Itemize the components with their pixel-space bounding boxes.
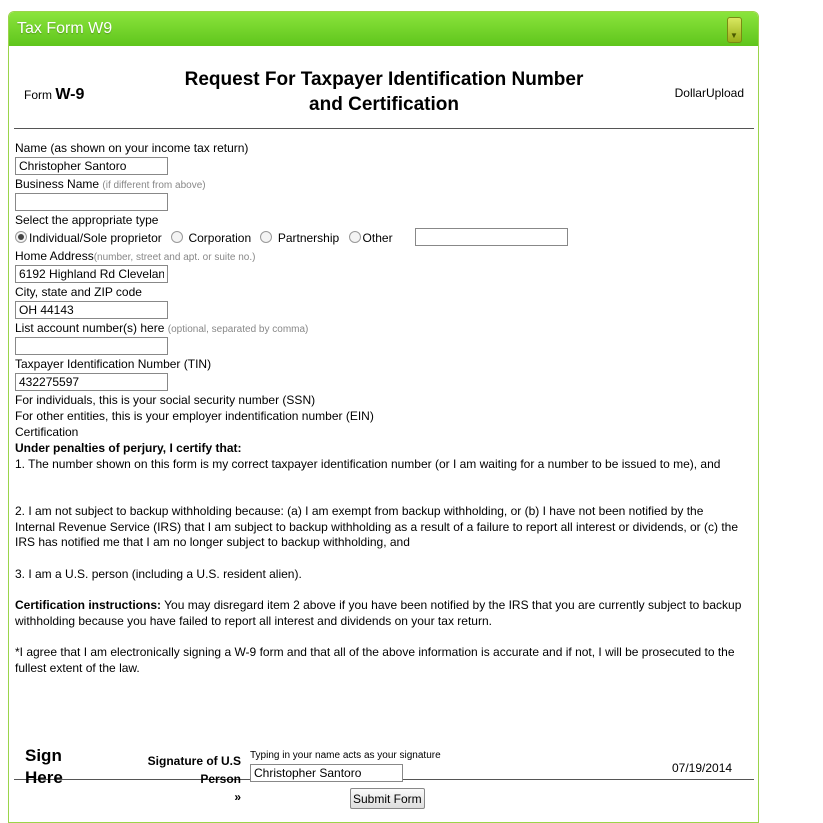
account-label: List account number(s) here (15, 321, 165, 335)
title-line-1: Request For Taxpayer Identification Number (184, 69, 584, 90)
title-line-2: and Certification (309, 94, 459, 115)
sign-here-line-1: Sign (25, 746, 62, 765)
radio-individual-label: Individual/Sole proprietor (29, 231, 162, 245)
address-input[interactable] (15, 265, 168, 283)
business-input[interactable] (15, 193, 168, 211)
radio-partnership-label: Partnership (277, 231, 340, 245)
business-hint: (if different from above) (102, 180, 206, 191)
radio-individual[interactable] (15, 231, 162, 245)
tin-note-ssn: For individuals, this is your social security number (SSN) (15, 393, 316, 407)
radio-other-icon (349, 231, 361, 243)
tin-label: Taxpayer Identification Number (TIN) (15, 357, 212, 371)
form-header (14, 46, 754, 129)
certification-item-1: 1. The number shown on this form is my correct taxpayer identification number (or I am waiting for a number to be issued to me), and (15, 457, 721, 471)
page-title (164, 67, 604, 117)
form-window (8, 11, 759, 823)
certification-instructions (15, 598, 745, 629)
window-title: Tax Form W9 (17, 20, 113, 37)
form-content (14, 46, 754, 806)
name-input[interactable] (15, 157, 168, 175)
signature-arrow: » (234, 790, 241, 804)
instructions-text: You may disregard item 2 above if you have been notified by the IRS that you are currently subject to backup withholding because you have failed to report all interest and dividends on your tax return. (15, 598, 742, 628)
radio-individual-icon (15, 231, 27, 243)
radio-corporation-icon (171, 231, 183, 243)
business-label: Business Name (15, 177, 100, 191)
instructions-label: Certification instructions: (15, 598, 162, 612)
type-label: Select the appropriate type (15, 213, 159, 227)
account-hint: (optional, separated by comma) (167, 324, 309, 335)
radio-other-label: Other (362, 231, 393, 245)
account-label-row (15, 319, 308, 339)
tin-note-ein: For other entities, this is your employer indentification number (EIN) (15, 409, 374, 423)
signature-label-text: Signature of U.S Person (147, 754, 241, 786)
business-label-row (15, 175, 206, 195)
address-label-row (15, 247, 255, 267)
account-input[interactable] (15, 337, 168, 355)
certification-item-2: 2. I am not subject to backup withholding because: (a) I am exempt from backup withholding, or (b) I have not been notified by the Internal Revenue Service (IRS) that I am subject to backup withholding as a result of a failure to report all interest or dividends, or (c) the IRS has notified me that I am no longer subject to backup withholding, and (15, 504, 739, 549)
form-prefix: Form (24, 88, 52, 102)
tin-input[interactable] (15, 373, 168, 391)
signature-input[interactable] (250, 764, 403, 782)
sign-here-line-2: Here (25, 768, 63, 787)
radio-other[interactable] (349, 231, 393, 245)
address-label: Home Address (15, 249, 94, 263)
submit-button[interactable]: Submit Form (350, 788, 425, 809)
certification-agreement: *I agree that I am electronically signing a W-9 form and that all of the above information is accurate and if not, I will be prosecuted to the fullest extent of the law. (15, 645, 735, 675)
name-label: Name (as shown on your income tax return) (15, 141, 249, 155)
sign-here-label (25, 745, 63, 789)
certification-heading: Certification (15, 425, 79, 439)
signature-date: 07/19/2014 (672, 761, 733, 775)
radio-corporation-label: Corporation (188, 231, 252, 245)
brand-name: DollarUpload (674, 86, 744, 100)
signature-hint: Typing in your name acts as your signature (250, 750, 441, 761)
chevron-down-icon: ▼ (730, 31, 738, 40)
signature-label (106, 752, 241, 806)
radio-partnership-icon (260, 231, 272, 243)
certification-item-3: 3. I am a U.S. person (including a U.S. resident alien). (15, 567, 302, 581)
radio-corporation[interactable] (171, 231, 251, 245)
city-input[interactable] (15, 301, 168, 319)
other-type-input[interactable] (415, 228, 568, 246)
window-titlebar (9, 12, 758, 46)
address-hint: (number, street and apt. or suite no.) (93, 252, 256, 263)
collapse-button[interactable] (727, 17, 742, 43)
form-name: W-9 (55, 86, 85, 103)
radio-partnership[interactable] (260, 231, 339, 245)
city-label: City, state and ZIP code (15, 285, 142, 299)
certification-subheading: Under penalties of perjury, I certify that: (15, 441, 242, 455)
form-id (24, 86, 84, 104)
